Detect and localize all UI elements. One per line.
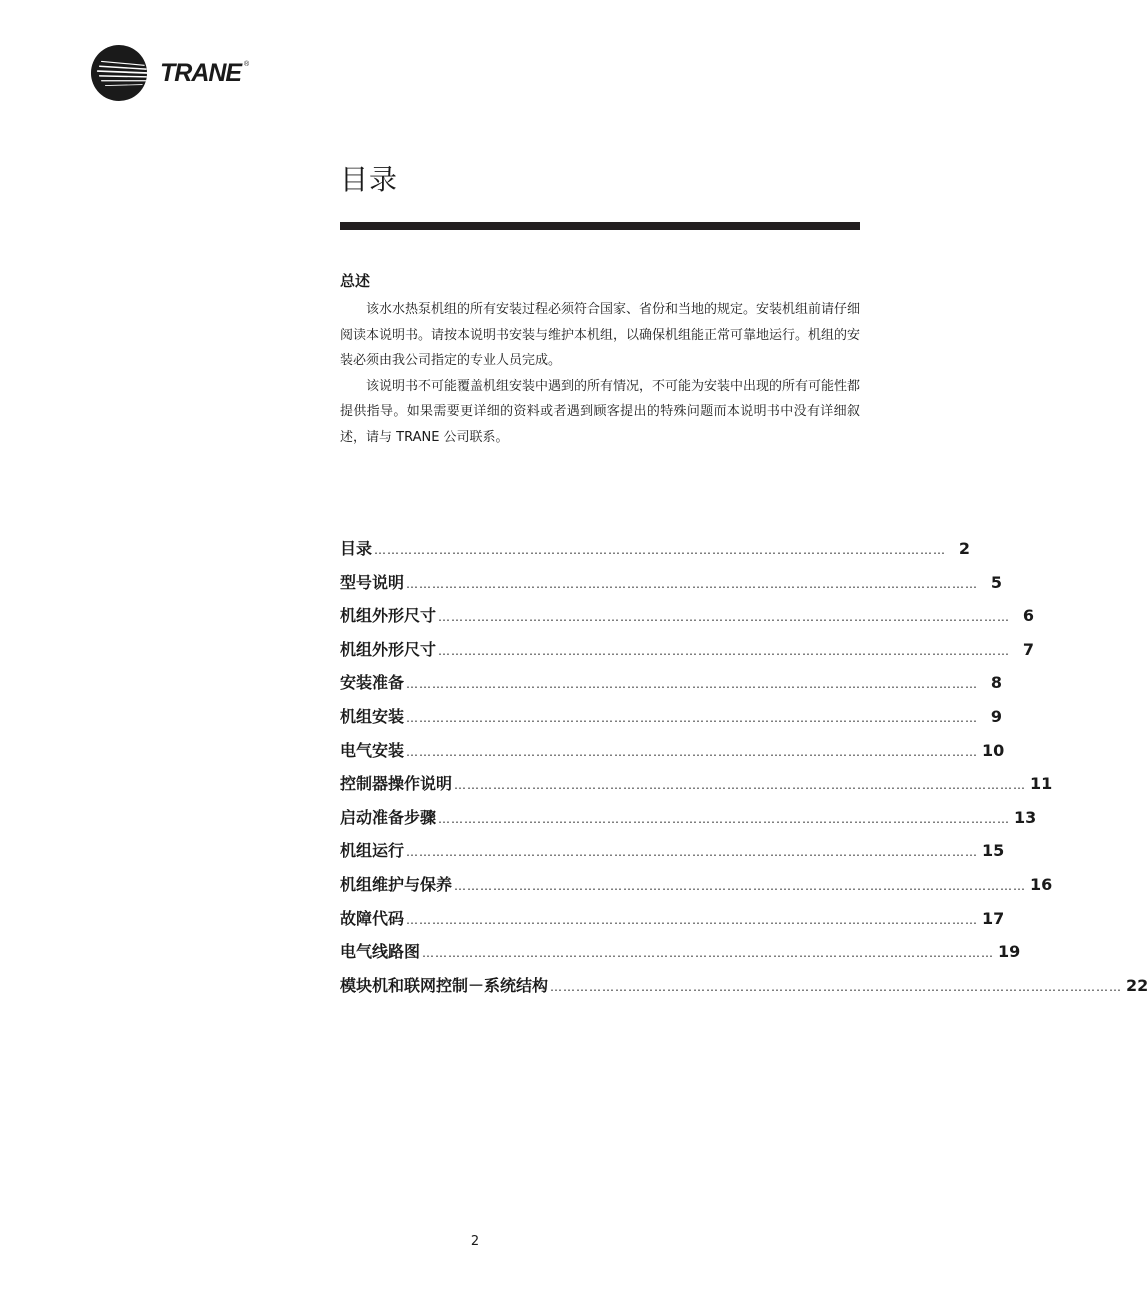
toc-leader: …………………………………………………………………………………………………………………… xyxy=(406,677,979,692)
table-of-contents xyxy=(340,536,1148,1006)
toc-entry-label: 机组外形尺寸 xyxy=(340,639,437,659)
toc-entry[interactable] xyxy=(340,771,1053,805)
toc-entry[interactable] xyxy=(340,973,1148,1007)
toc-entry-page: 13 xyxy=(1014,807,1037,827)
toc-entry[interactable] xyxy=(340,872,1053,906)
toc-leader: …………………………………………………………………………………………………………………… xyxy=(550,979,1123,994)
toc-entry[interactable] xyxy=(340,670,1003,704)
toc-leader: …………………………………………………………………………………………………………………… xyxy=(454,878,1027,893)
toc-entry-page: 8 xyxy=(990,673,1003,693)
toc-entry[interactable] xyxy=(340,570,1003,604)
toc-entry[interactable] xyxy=(340,637,1035,671)
toc-entry-label: 安装准备 xyxy=(340,673,405,693)
toc-entry-page: 9 xyxy=(990,706,1003,726)
toc-leader: …………………………………………………………………………………………………………………… xyxy=(438,811,1011,826)
toc-leader: …………………………………………………………………………………………………………………… xyxy=(406,845,979,860)
toc-entry[interactable] xyxy=(340,738,1005,772)
globe-logo-icon xyxy=(90,44,148,102)
toc-entry-page: 15 xyxy=(982,841,1005,861)
toc-entry-page: 17 xyxy=(982,908,1005,928)
toc-entry-label: 目录 xyxy=(340,539,373,558)
toc-leader: …………………………………………………………………………………………………………………… xyxy=(454,778,1027,793)
toc-leader: …………………………………………………………………………………………………………………… xyxy=(406,744,979,759)
toc-entry-page: 2 xyxy=(958,539,971,558)
toc-entry-page: 6 xyxy=(1022,606,1035,626)
toc-entry[interactable] xyxy=(340,536,971,570)
toc-entry-label: 机组安装 xyxy=(340,706,405,726)
toc-entry[interactable] xyxy=(340,603,1035,637)
toc-leader: …………………………………………………………………………………………………………………… xyxy=(406,710,979,725)
toc-entry[interactable] xyxy=(340,805,1037,839)
toc-entry-page: 7 xyxy=(1022,639,1035,659)
toc-entry-page: 16 xyxy=(1030,874,1053,894)
toc-entry-page: 10 xyxy=(982,740,1005,760)
toc-entry-page: 5 xyxy=(990,572,1003,592)
toc-entry-label: 机组运行 xyxy=(340,841,405,861)
registered-mark: ® xyxy=(243,60,249,68)
toc-entry[interactable] xyxy=(340,838,1005,872)
page-title: 目录 xyxy=(340,163,399,196)
toc-entry-label: 机组维护与保养 xyxy=(340,874,453,894)
title-rule xyxy=(340,222,860,230)
toc-entry[interactable] xyxy=(340,906,1005,940)
toc-entry-label: 故障代码 xyxy=(340,908,405,928)
toc-entry-label: 电气线路图 xyxy=(340,942,421,962)
toc-entry-label: 控制器操作说明 xyxy=(340,774,453,794)
toc-entry[interactable] xyxy=(340,704,1003,738)
overview-text xyxy=(340,297,860,450)
overview-paragraph: 该说明书不可能覆盖机组安装中遇到的所有情况，不可能为安装中出现的所有可能性都提供指导。如果需要更详细的资料或者遇到顾客提出的特殊问题而本说明书中没有详细叙述，请与 TRANE 公司联系。 xyxy=(340,378,861,445)
toc-entry-label: 模块机和联网控制－系统结构 xyxy=(340,975,549,995)
toc-leader: …………………………………………………………………………………………………………………… xyxy=(438,643,1011,658)
toc-leader: …………………………………………………………………………………………………………………… xyxy=(438,610,1011,625)
toc-leader: …………………………………………………………………………………………………………………… xyxy=(422,946,995,961)
toc-entry-label: 型号说明 xyxy=(340,572,405,592)
toc-entry-label: 启动准备步骤 xyxy=(340,807,437,827)
toc-leader: …………………………………………………………………………………………………………………… xyxy=(406,576,979,591)
overview-heading: 总述 xyxy=(340,272,371,290)
toc-leader: …………………………………………………………………………………………………………………… xyxy=(406,912,979,927)
toc-leader: …………………………………………………………………………………………………………………… xyxy=(374,543,947,557)
brand-name: TRANE ® xyxy=(160,58,249,87)
toc-entry-label: 电气安装 xyxy=(340,740,405,760)
toc-entry[interactable] xyxy=(340,939,1021,973)
page-number: 2 xyxy=(470,1234,480,1249)
toc-entry-page: 11 xyxy=(1030,774,1053,794)
trane-logo xyxy=(90,44,249,102)
toc-entry-page: 19 xyxy=(998,942,1021,962)
overview-paragraph: 该水水热泵机组的所有安装过程必须符合国家、省份和当地的规定。安装机组前请仔细阅读本说明书。请按本说明书安装与维护本机组，以确保机组能正常可靠地运行。机组的安装必须由我公司指定的专业人员完成。 xyxy=(340,302,861,368)
toc-entry-page: 22 xyxy=(1126,975,1148,995)
toc-entry-label: 机组外形尺寸 xyxy=(340,606,437,626)
